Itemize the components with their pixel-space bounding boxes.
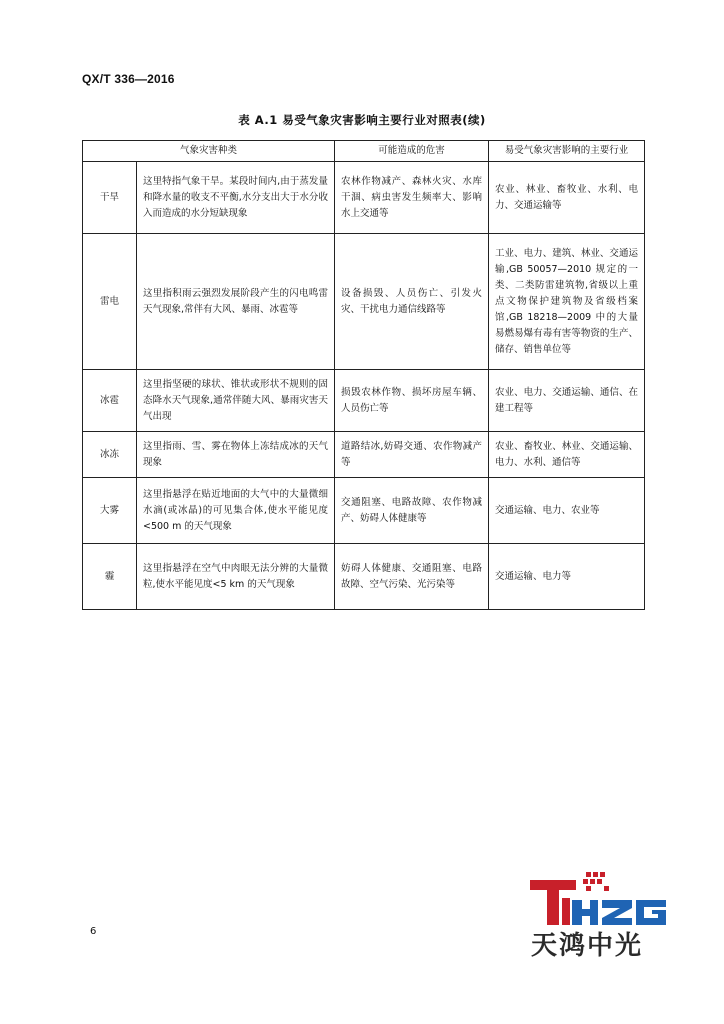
industries-cell: 农业、畜牧业、林业、交通运输、电力、水利、通信等 <box>489 432 645 478</box>
logo-letters <box>530 880 666 925</box>
hazard-industry-table <box>82 140 645 610</box>
table-row <box>83 234 645 370</box>
hazard-type-cell: 雷电 <box>83 234 137 370</box>
hazard-description-cell: 这里指雨、雪、雾在物体上冻结成冰的天气现象 <box>137 432 335 478</box>
harm-cell: 妨碍人体健康、交通阻塞、电路故障、空气污染、光污染等 <box>335 544 489 610</box>
column-header-industries: 易受气象灾害影响的主要行业 <box>489 141 645 162</box>
logo-pixel-pattern <box>583 872 609 891</box>
industries-cell: 工业、电力、建筑、林业、交通运输,GB 50057—2010 规定的一类、二类防雷建筑物,省级以上重点文物保护建筑物及省级档案馆,GB 18218—2009 中的大量易燃易爆有毒有害等物资的生产、储存、销售单位等 <box>489 234 645 370</box>
harm-cell: 设备损毁、人员伤亡、引发火灾、干扰电力通信线路等 <box>335 234 489 370</box>
table-header-row <box>83 141 645 162</box>
table-title: 表 A.1 易受气象灾害影响主要行业对照表(续) <box>238 113 486 127</box>
document-code: QX/T 336—2016 <box>82 72 175 86</box>
hazard-description-cell: 这里指悬浮在贴近地面的大气中的大量微细水滴(或冰晶)的可见集合体,使水平能见度<500 m 的天气现象 <box>137 478 335 544</box>
table-row <box>83 370 645 432</box>
industries-cell: 交通运输、电力、农业等 <box>489 478 645 544</box>
hazard-description-cell: 这里指积雨云强烈发展阶段产生的闪电鸣雷天气现象,常伴有大风、暴雨、冰雹等 <box>137 234 335 370</box>
harm-cell: 交通阻塞、电路故障、农作物减产、妨碍人体健康等 <box>335 478 489 544</box>
table-row <box>83 544 645 610</box>
company-logo <box>528 870 668 960</box>
logo-chinese-name: 天鸿中光 <box>531 931 644 960</box>
industries-cell: 交通运输、电力等 <box>489 544 645 610</box>
column-header-hazard-type: 气象灾害种类 <box>83 141 335 162</box>
hazard-type-cell: 大雾 <box>83 478 137 544</box>
industries-cell: 农业、电力、交通运输、通信、在建工程等 <box>489 370 645 432</box>
industries-cell: 农业、林业、畜牧业、水利、电力、交通运输等 <box>489 162 645 234</box>
table-row <box>83 432 645 478</box>
hazard-description-cell: 这里特指气象干旱。某段时间内,由于蒸发量和降水量的收支不平衡,水分支出大于水分收入而造成的水分短缺现象 <box>137 162 335 234</box>
harm-cell: 道路结冰,妨碍交通、农作物减产等 <box>335 432 489 478</box>
hazard-type-cell: 冰雹 <box>83 370 137 432</box>
page-number: 6 <box>90 926 97 937</box>
hazard-type-cell: 霾 <box>83 544 137 610</box>
harm-cell: 损毁农林作物、损坏房屋车辆、人员伤亡等 <box>335 370 489 432</box>
hazard-description-cell: 这里指悬浮在空气中肉眼无法分辨的大量微粒,使水平能见度<5 km 的天气现象 <box>137 544 335 610</box>
hazard-description-cell: 这里指坚硬的球状、锥状或形状不规则的固态降水天气现象,通常伴随大风、暴雨灾害天气出现 <box>137 370 335 432</box>
hazard-type-cell: 冰冻 <box>83 432 137 478</box>
table-row <box>83 162 645 234</box>
table-row <box>83 478 645 544</box>
hazard-type-cell: 干旱 <box>83 162 137 234</box>
harm-cell: 农林作物减产、森林火灾、水库干涸、病虫害发生频率大、影响水上交通等 <box>335 162 489 234</box>
column-header-harm: 可能造成的危害 <box>335 141 489 162</box>
